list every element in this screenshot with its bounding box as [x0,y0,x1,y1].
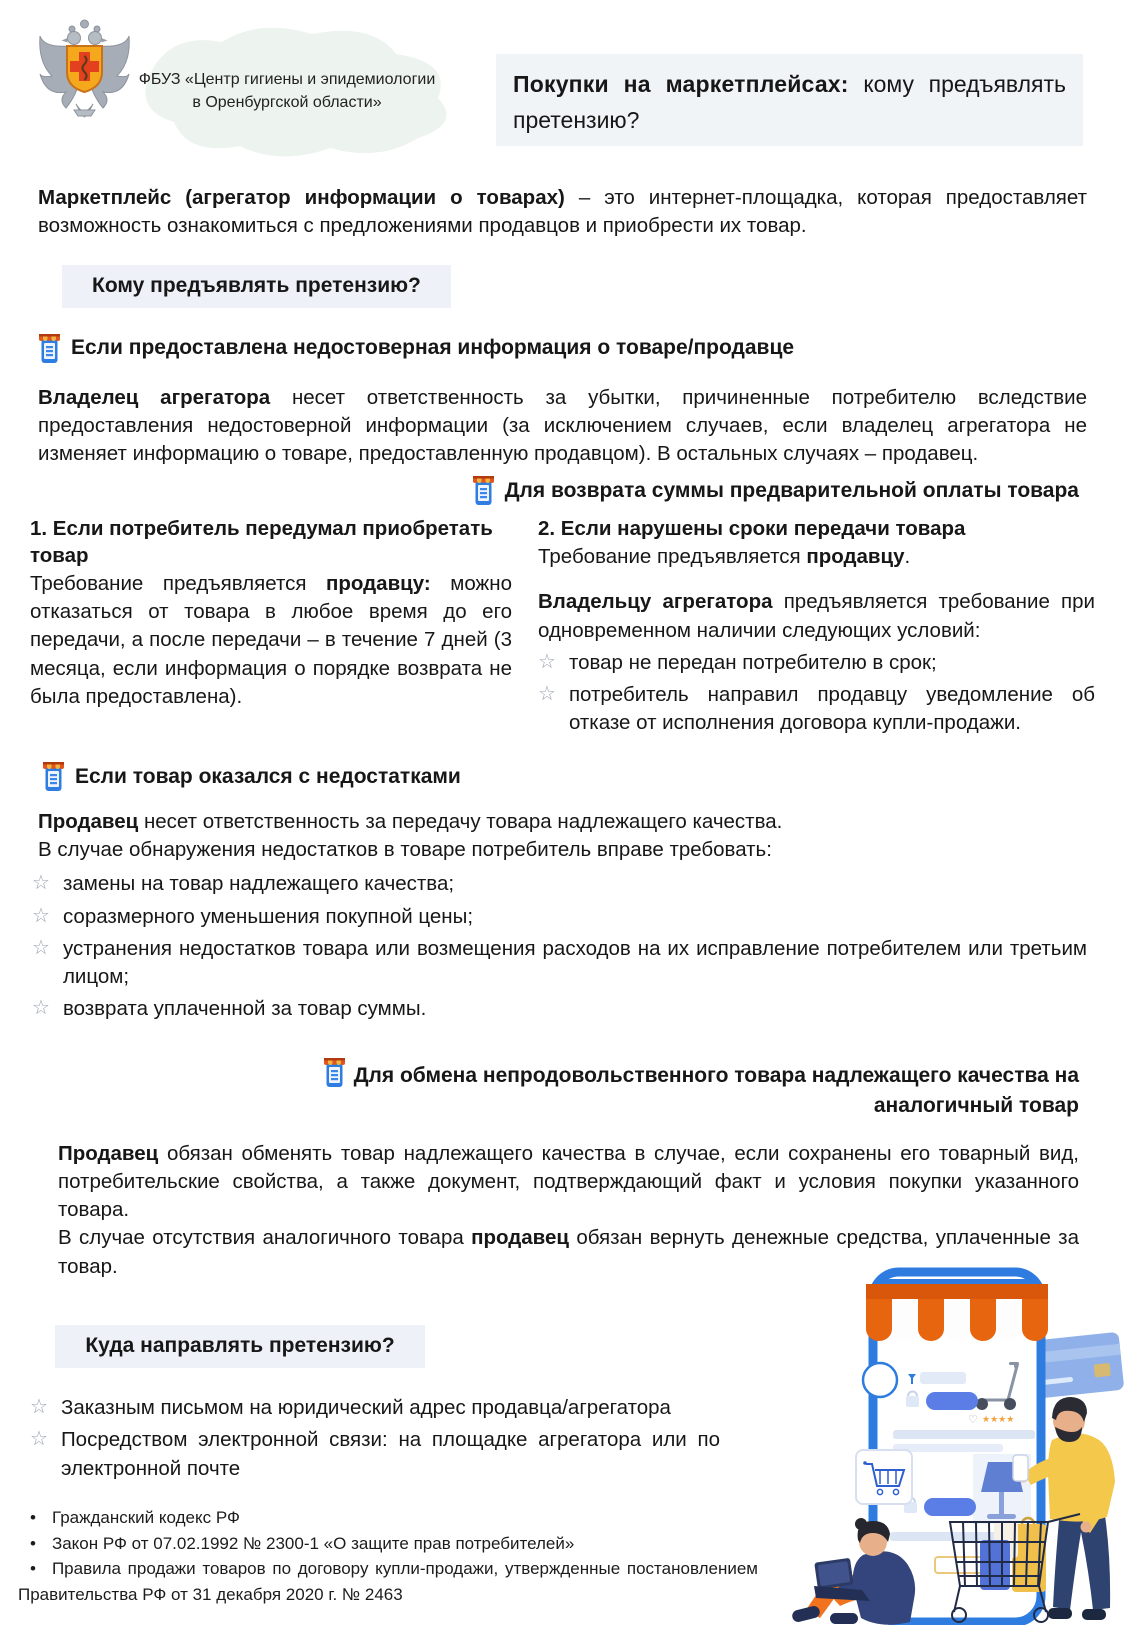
exchange-paragraph-2: В случае отсутствия аналогичного товара продавец обязан вернуть денежные средства, уплаченные за товар. [58,1226,1079,1278]
refund-columns [30,516,1095,737]
legal-ref-item: • Гражданский кодекс РФ [30,1508,240,1527]
cart-box-icon [856,1450,912,1504]
star-outline-icon: ☆ [30,1428,48,1451]
refund-case-2-line1: Требование предъявляется продавцу. [538,545,911,569]
refund-case-2-conditions: Владельцу агрегатора предъявляется требование при одновременном наличии следующих условий: [538,590,1096,642]
heading-refund-label: Для возврата суммы предварительной оплаты товара [504,479,1079,503]
star-outline-icon: ☆ [32,872,50,895]
intro-text: – это интернет-площадка, которая предоставляет возможность ознакомиться с предложениями продавцов и приобрести их товар. [38,186,1088,238]
dot-bullet: • [30,1559,36,1578]
logo-block [30,14,468,162]
section-box-who: Кому предъявлять претензию? [62,265,451,308]
dot-bullet: • [30,1508,36,1527]
list-item: ☆ устранения недостатков товара или возмещения расходов на их исправление потребителем или третьим лицом; [32,935,1087,992]
header [0,0,1125,162]
misinfo-text: несет ответственность за убытки, причиненные потребителю вследствие предоставления недостоверной информации (за исключением случаев, если владелец агрегатора не изменяет информацию о товаре, предоставленную продавцом). В остальных случаях – продавец. [38,385,1087,466]
refund-case-1-text: Требование предъявляется продавцу: можно отказаться от товара в любое время до его передачи, а после передачи – в течение 7 дней (3 месяца, если информация о порядке возврата не была предоставлена). [30,571,512,708]
marketplace-phone-icon [38,334,61,364]
star-outline-icon: ☆ [538,650,556,673]
refund-case-2 [538,516,1095,737]
list-item: ☆ потребитель направил продавцу уведомление об отказе от исполнения договора купли-продажи. [538,681,1095,738]
exchange-paragraph-1: Продавец обязан обменять товар надлежащего качества в случае, если сохранены его товарный вид, потребительские свойства, а также документ, подтверждающий факт и условия покупки указанного товара. [58,1141,1079,1222]
section-box-where: Куда направлять претензию? [55,1325,425,1368]
heading-misinfo-label: Если предоставлена недостоверная информация о товаре/продавце [71,336,795,360]
list-item: ☆ соразмерного уменьшения покупной цены; [32,903,1087,931]
star-outline-icon: ☆ [538,683,556,706]
svg-text:♡: ♡ [968,1414,978,1426]
list-item: ☆ товар не передан потребителю в срок; [538,649,1095,677]
marketplace-phone-icon [42,762,65,792]
dot-bullet: • [30,1533,36,1553]
marketplace-phone-icon [472,476,495,506]
refund-conditions-list [538,649,1095,738]
star-outline-icon: ☆ [32,936,50,959]
list-item: ☆ Заказным письмом на юридический адрес продавца/агрегатора [30,1394,720,1422]
heading-misinfo [38,334,1087,364]
legal-ref-item: • Закон РФ от 07.02.1992 № 2300-1 «О защите прав потребителей» [30,1533,575,1553]
heading-exchange [300,1058,1079,1122]
org-name [122,68,452,114]
list-item: ☆ Посредством электронной связи: на площадке агрегатора или по электронной почте [30,1426,720,1483]
marketplace-phone-icon [323,1058,346,1088]
rospotrebnadzor-emblem-icon [36,18,133,122]
refund-case-1 [30,516,512,737]
refund-case-1-heading: 1. Если потребитель передумал приобретать товар [30,517,493,568]
star-outline-icon: ☆ [32,997,50,1020]
heading-defects-label: Если товар оказался с недостатками [75,764,461,788]
defects-list [32,870,1087,1023]
heading-refund [38,476,1079,506]
misinfo-paragraph [38,384,1087,469]
marketplace-illustration [730,1223,1125,1625]
storefront-awning [866,1284,1048,1341]
avatar-circle [863,1363,897,1397]
legal-references [18,1505,758,1607]
where-list [30,1394,720,1483]
star-outline-icon: ☆ [30,1395,48,1418]
list-item: ☆ возврата уплаченной за товар суммы. [32,995,1087,1023]
intro-term: Маркетплейс (агрегатор информации о товарах) [38,186,565,209]
legal-ref-item: • Правила продажи товаров по договору купли-продажи, утвержденные постановлением Правительства РФ от 31 декабря 2020 г. № 2463 [18,1559,758,1604]
page-title-rest: кому предъявлять претензию? [513,71,1067,133]
star-outline-icon: ☆ [32,904,50,927]
intro-paragraph [38,184,1087,241]
list-item: ☆ замены на товар надлежащего качества; [32,870,1087,898]
defects-paragraph-1: Продавец несет ответственность за передачу товара надлежащего качества. [38,809,783,833]
org-name-line2: в Оренбургской области» [192,94,382,112]
defects-paragraph-2: В случае обнаружения недостатков в товаре потребитель вправе требовать: [38,838,772,862]
page-title [496,54,1083,146]
org-name-line1: ФБУЗ «Центр гигиены и эпидемиологии [138,71,436,88]
heading-defects [42,762,1087,792]
heading-exchange-label: Для обмена непродовольственного товара надлежащего качества на аналогичный товар [353,1063,1079,1118]
refund-case-2-heading: 2. Если нарушены сроки передачи товара [538,517,966,541]
page-title-bold: Покупки на маркетплейсах: [513,71,849,97]
svg-text:★★★★: ★★★★ [982,1414,1015,1424]
misinfo-term: Владелец агрегатора [38,385,271,409]
